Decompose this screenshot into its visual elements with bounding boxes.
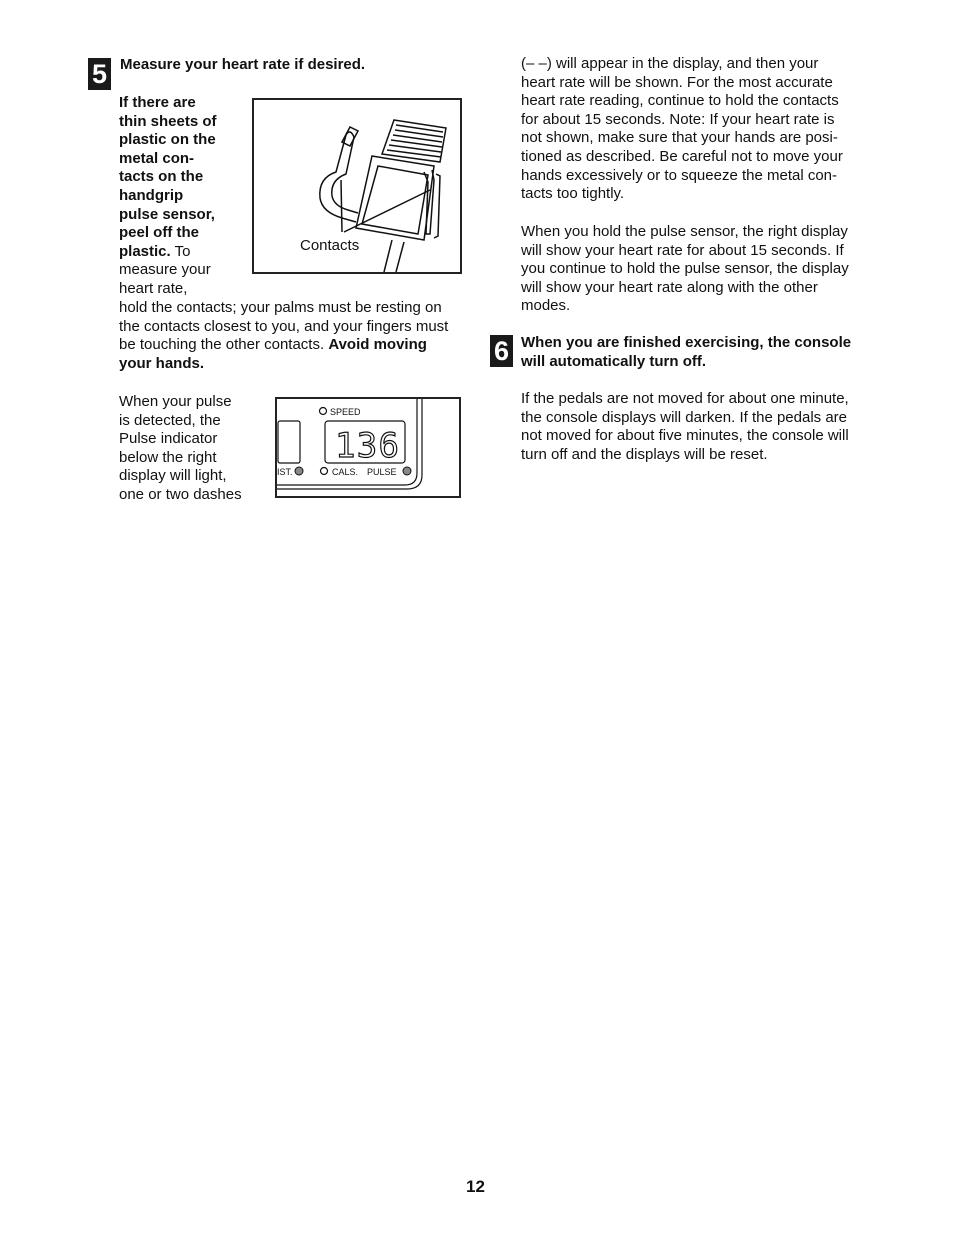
intro-line (119, 243, 249, 262)
step-5-intro-bold (119, 94, 249, 299)
pulse-indicator (403, 467, 411, 475)
para-line: heart rate will be shown. For the most accurate (521, 73, 833, 91)
last-line-plain: be touching the other contacts. (119, 336, 329, 354)
continue-line: the contacts closest to you, and your fingers must (119, 317, 449, 335)
pulse-line: Pulse indicator (119, 430, 218, 448)
intro-line: plastic on the (119, 131, 216, 149)
intro-line: peel off the (119, 224, 200, 242)
handgrip-illustration (254, 100, 460, 272)
intro-line: pulse sensor, (119, 205, 215, 223)
step-6-paragraph (521, 390, 881, 464)
para-line: not moved for about five minutes, the console will (521, 427, 849, 445)
para-line: tacts too tightly. (521, 185, 625, 203)
display-value: 136 (335, 426, 399, 466)
para-line: for about 15 seconds. Note: If your heart rate is (521, 110, 835, 128)
cals-label: CALS. (332, 467, 359, 477)
right-para-2 (521, 223, 881, 316)
pulse-line: is detected, the (119, 411, 221, 429)
para-line: (– –) will appear in the display, and then your (521, 55, 819, 72)
para-line: will show your heart rate for about 15 seconds. If (521, 241, 844, 259)
para-line: not shown, make sure that your hands are posi- (521, 129, 838, 147)
pulse-line: below the right (119, 448, 217, 466)
para-line: tioned as described. Be careful not to move your (521, 147, 843, 165)
intro-line: If there are (119, 94, 196, 111)
intro-line: handgrip (119, 186, 184, 204)
step-6-number: 6 (490, 335, 513, 367)
para-line: you continue to hold the pulse sensor, the display (521, 260, 849, 278)
para-line: hands excessively or to squeeze the metal con- (521, 166, 838, 184)
pulse-line: display will light, (119, 467, 227, 485)
para-line: heart rate reading, continue to hold the contacts (521, 92, 839, 110)
right-para-1 (521, 55, 881, 204)
pulse-line: one or two dashes (119, 485, 242, 503)
para-line: When you hold the pulse sensor, the right display (521, 223, 848, 240)
intro-line: metal con- (119, 149, 195, 167)
heading-line: When you are finished exercising, the console (521, 334, 852, 351)
intro-plain-line: measure your (119, 261, 211, 279)
step-5-continue (119, 299, 479, 373)
last-line-bold: Avoid moving (328, 336, 427, 354)
para-line: turn off and the displays will be reset. (521, 445, 768, 463)
step-5-heading: Measure your heart rate if desired. (120, 56, 366, 73)
final-bold: your hands. (119, 354, 205, 372)
para-line: modes. (521, 297, 571, 315)
page-number: 12 (466, 1177, 485, 1196)
para-line: will show your heart rate along with the other (521, 278, 818, 296)
intro-line: thin sheets of (119, 112, 217, 130)
handgrip-figure (252, 98, 462, 274)
step-5-number: 5 (88, 58, 111, 90)
speed-label: SPEED (330, 407, 361, 417)
pulse-line: When your pulse (119, 393, 232, 410)
dist-indicator (295, 467, 303, 475)
para-line: the console displays will darken. If the pedals are (521, 408, 848, 426)
intro-to: To (170, 242, 191, 260)
intro-bold-end: plastic. (119, 242, 171, 260)
para-line: If the pedals are not moved for about one minute, (521, 390, 849, 407)
step-5-pulse-text (119, 393, 269, 505)
continue-line: hold the contacts; your palms must be resting on (119, 299, 442, 316)
contacts-label: Contacts (300, 237, 360, 254)
heading-line: will automatically turn off. (521, 352, 707, 370)
intro-line: tacts on the (119, 168, 204, 186)
continue-line (119, 336, 479, 355)
dist-label: IST. (277, 467, 293, 477)
step-6-heading (521, 334, 881, 371)
pulse-label: PULSE (367, 467, 397, 477)
intro-plain-line: heart rate, (119, 279, 188, 297)
console-figure (275, 397, 461, 498)
console-illustration (277, 399, 459, 496)
